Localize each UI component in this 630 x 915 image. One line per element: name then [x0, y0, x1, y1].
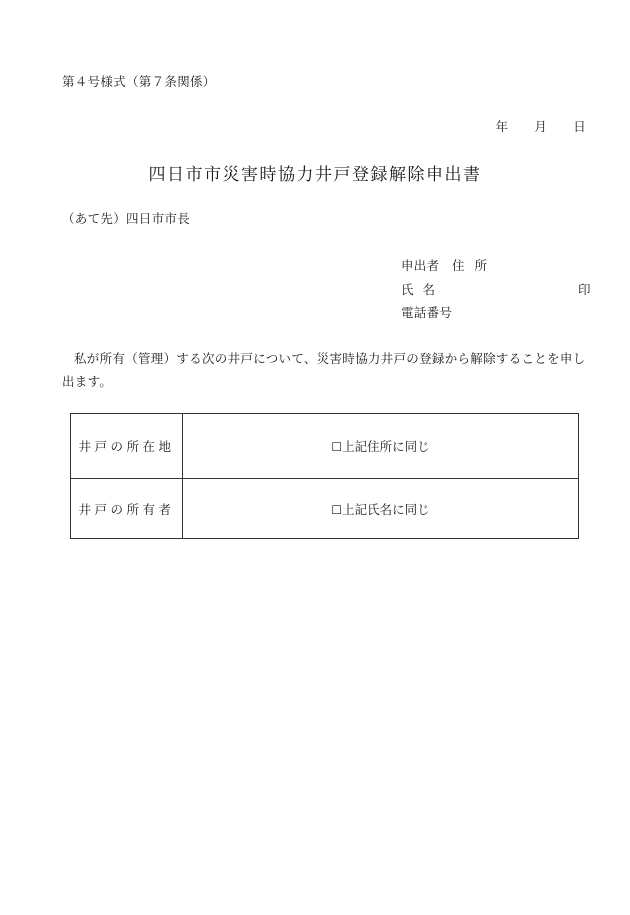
date-line: [470, 117, 586, 135]
table-row: [71, 479, 579, 539]
phone-label: 電話番号: [401, 305, 453, 320]
address-label: 住所: [452, 258, 498, 273]
same-name-checkbox[interactable]: ☐: [331, 502, 343, 517]
well-owner-cell: [183, 479, 579, 539]
seal-mark: 印: [578, 282, 591, 297]
date-year-label: 年: [495, 119, 509, 134]
addressee: （あて先）四日市市長: [62, 211, 191, 226]
document-title: 四日市市災害時協力井戸登録解除申出書: [148, 165, 482, 185]
table-row: [71, 414, 579, 479]
well-location-label: 井戸の所在地: [71, 414, 183, 479]
date-month-label: 月: [534, 119, 548, 134]
applicant-label: 申出者: [401, 258, 440, 273]
same-address-option: 上記住所に同じ: [342, 439, 430, 454]
well-info-table: [70, 413, 579, 539]
form-number: 第４号様式（第７条関係）: [62, 74, 216, 89]
date-day-label: 日: [573, 119, 586, 134]
same-name-option: 上記氏名に同じ: [342, 501, 430, 517]
request-statement: 私が所有（管理）する次の井戸について、災害時協力井戸の登録から解除することを申し出ます。: [62, 351, 586, 389]
same-address-checkbox[interactable]: ☐: [331, 440, 343, 454]
name-label: 氏名: [401, 282, 445, 297]
well-owner-label: 井戸の所有者: [71, 479, 183, 539]
well-location-cell: [183, 414, 579, 479]
